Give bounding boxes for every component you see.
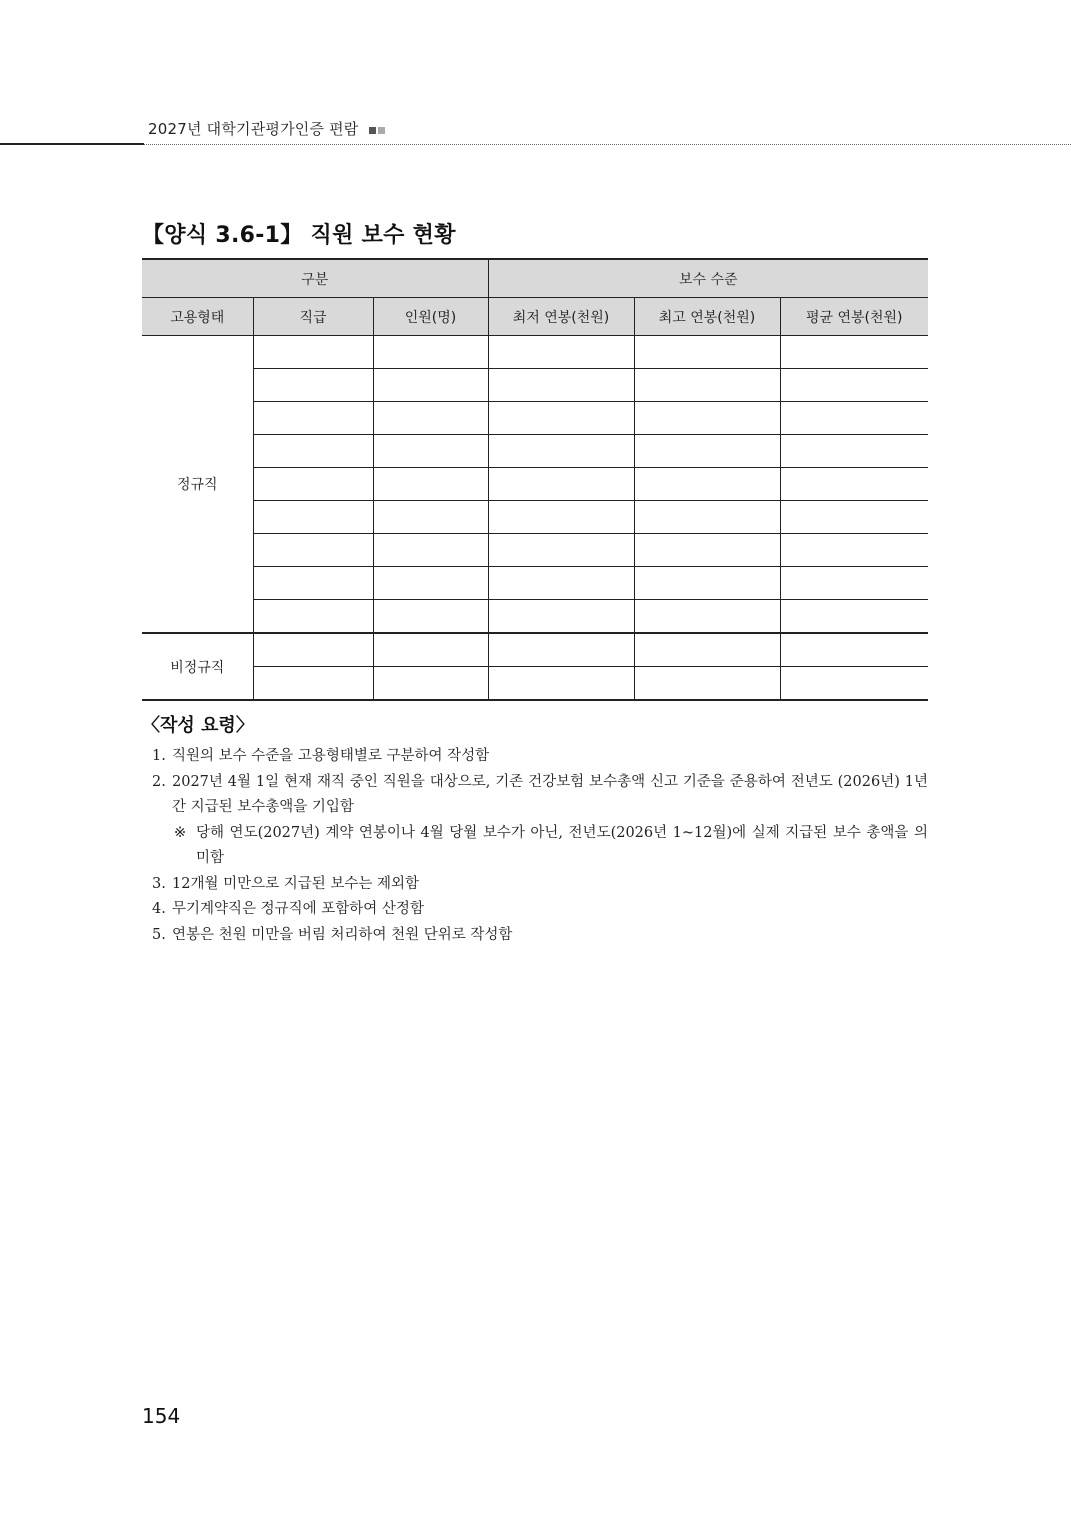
table-cell <box>373 336 488 369</box>
table-cell <box>634 435 780 468</box>
table-cell <box>634 402 780 435</box>
guide-item-text: 직원의 보수 수준을 고용형태별로 구분하여 작성함 <box>172 748 490 764</box>
table-cell <box>373 667 488 701</box>
table-cell <box>780 501 928 534</box>
table-cell <box>253 534 373 567</box>
table-cell <box>780 402 928 435</box>
col-min-salary: 최저 연봉(천원) <box>488 298 634 336</box>
table-cell <box>253 567 373 600</box>
header-category: 구분 <box>142 259 488 298</box>
guide-note-text: 당해 연도(2027년) 계약 연봉이나 4월 당월 보수가 아닌, 전년도(2026년 1~12월)에 실제 지급된 보수 총액을 의미함 <box>196 824 928 866</box>
header-salary-level: 보수 수준 <box>488 259 928 298</box>
table-cell <box>780 567 928 600</box>
salary-table <box>142 258 928 701</box>
table-cell <box>780 534 928 567</box>
guide-list <box>152 744 928 948</box>
table-cell <box>634 567 780 600</box>
table-cell <box>488 667 634 701</box>
table-cell <box>488 369 634 402</box>
guide-item-text: 연봉은 천원 미만을 버림 처리하여 천원 단위로 작성함 <box>172 926 513 943</box>
table-cell <box>780 336 928 369</box>
table-cell <box>780 667 928 701</box>
guide-item <box>152 923 928 949</box>
running-header-title: 2027년 대학기관평가인증 편람 <box>148 120 359 138</box>
table-row <box>142 435 928 468</box>
table-row <box>142 633 928 667</box>
table-row <box>142 567 928 600</box>
guide-item-text: 12개월 미만으로 지급된 보수는 제외함 <box>172 875 419 892</box>
table-cell <box>780 435 928 468</box>
table-cell <box>253 369 373 402</box>
table-row <box>142 600 928 634</box>
header-rule-thin <box>144 144 1071 146</box>
col-max-salary: 최고 연봉(천원) <box>634 298 780 336</box>
employment-type-cell: 비정규직 <box>142 633 253 700</box>
form-title: 【양식 3.6-1】 직원 보수 현황 <box>142 223 456 248</box>
table-cell <box>488 468 634 501</box>
table-cell <box>780 369 928 402</box>
guide-item-number: 4. <box>152 901 166 917</box>
table-cell <box>634 501 780 534</box>
table-row <box>142 402 928 435</box>
table-cell <box>373 633 488 667</box>
running-header <box>148 118 385 139</box>
table-cell <box>634 369 780 402</box>
guide-item-number: 5. <box>152 926 166 943</box>
table-cell <box>253 402 373 435</box>
table-cell <box>373 501 488 534</box>
table-cell <box>780 633 928 667</box>
table-row <box>142 667 928 701</box>
table-cell <box>634 534 780 567</box>
table-cell <box>373 402 488 435</box>
employment-type-cell: 정규직 <box>142 336 253 634</box>
table-row <box>142 501 928 534</box>
table-cell <box>634 468 780 501</box>
table-cell <box>373 468 488 501</box>
table-cell <box>253 468 373 501</box>
col-avg-salary: 평균 연봉(천원) <box>780 298 928 336</box>
table-cell <box>634 336 780 369</box>
guide-item <box>152 744 928 770</box>
table-cell <box>488 600 634 634</box>
table-cell <box>634 600 780 634</box>
table-cell <box>373 435 488 468</box>
guide-note <box>152 821 928 872</box>
header-squares-icon <box>369 127 385 134</box>
table-cell <box>373 534 488 567</box>
table-row <box>142 468 928 501</box>
table-cell <box>373 600 488 634</box>
table-cell <box>488 633 634 667</box>
table-row <box>142 534 928 567</box>
guide-item <box>152 872 928 898</box>
table-cell <box>253 435 373 468</box>
header-rule-thick <box>0 143 144 145</box>
guide-item-text: 2027년 4월 1일 현재 재직 중인 직원을 대상으로, 기존 건강보험 보수총액 신고 기준을 준용하여 전년도 (2026년) 1년간 지급된 보수총액을 기입함 <box>172 773 928 815</box>
guide-item-number: 3. <box>152 875 166 892</box>
table-cell <box>634 633 780 667</box>
table-cell <box>253 633 373 667</box>
table-row <box>142 336 928 369</box>
table-cell <box>488 501 634 534</box>
guide-item <box>152 770 928 821</box>
col-rank: 직급 <box>253 298 373 336</box>
table-cell <box>253 667 373 701</box>
table-cell <box>488 567 634 600</box>
guide-item-text: 무기계약직은 정규직에 포함하여 산정함 <box>172 901 424 917</box>
table-cell <box>488 435 634 468</box>
table-cell <box>488 402 634 435</box>
guide-title: 〈작성 요령〉 <box>142 715 254 736</box>
guide-item-number: 2. <box>152 773 166 790</box>
table-cell <box>488 336 634 369</box>
table-cell <box>634 667 780 701</box>
table-cell <box>780 600 928 634</box>
note-mark: ※ <box>174 824 187 841</box>
page-number: 154 <box>142 1404 181 1428</box>
table-cell <box>253 600 373 634</box>
table-cell <box>780 468 928 501</box>
guide-item <box>152 897 928 923</box>
table-cell <box>488 534 634 567</box>
table-cell <box>253 501 373 534</box>
table-cell <box>253 336 373 369</box>
guide-item-number: 1. <box>152 748 166 764</box>
table-cell <box>373 567 488 600</box>
table-cell <box>373 369 488 402</box>
col-headcount: 인원(명) <box>373 298 488 336</box>
col-employment-type: 고용형태 <box>142 298 253 336</box>
table-row <box>142 369 928 402</box>
